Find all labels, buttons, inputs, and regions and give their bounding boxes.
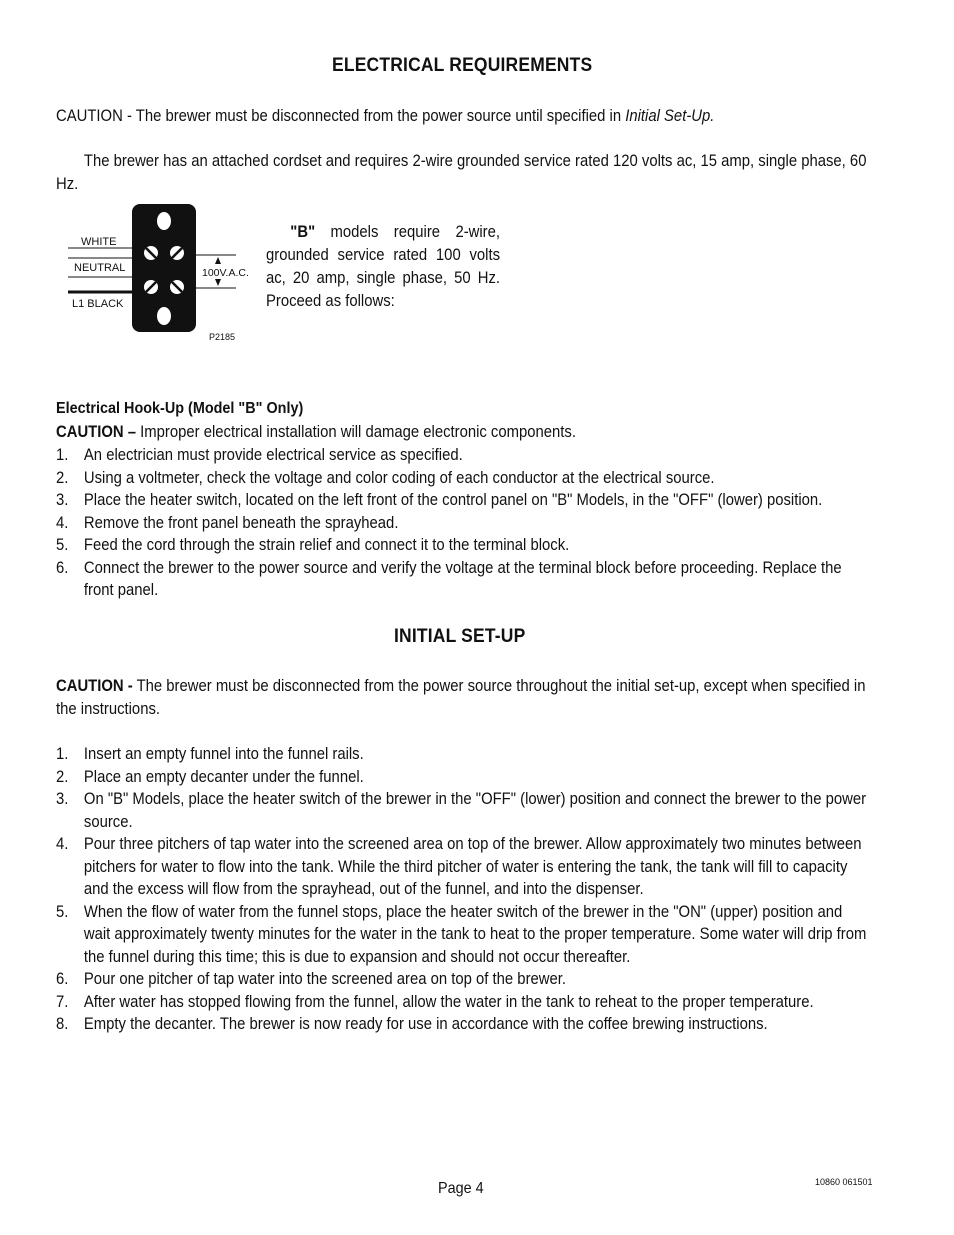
- list-item-number: 4.: [56, 835, 69, 853]
- list-item-number: 8.: [56, 1015, 69, 1033]
- screw-4: [170, 280, 184, 294]
- mount-hole-top: [157, 212, 171, 230]
- setup-steps: [56, 743, 871, 1036]
- label-l1-black: L1 BLACK: [72, 298, 124, 310]
- screw-1: [144, 246, 158, 260]
- setup-caution: [56, 675, 871, 720]
- electrical-caution-italic: Initial Set-Up.: [625, 107, 715, 125]
- setup-caution-label: CAUTION -: [56, 677, 133, 695]
- label-voltage: 100V.A.C.: [202, 267, 249, 279]
- list-item: [56, 467, 871, 490]
- list-item-text: Empty the decanter. The brewer is now ready for use in accordance with the coffee brewing instructions.: [83, 1015, 768, 1033]
- list-item-text: Insert an empty funnel into the funnel rails.: [83, 745, 364, 763]
- b-models-body: models require 2-wire, grounded service rated 100 volts ac, 20 amp, single phase, 50 Hz. Proceed as follows:: [266, 223, 500, 310]
- label-white: WHITE: [81, 236, 117, 248]
- list-item-text: Place an empty decanter under the funnel.: [83, 767, 364, 786]
- list-item: [56, 901, 871, 969]
- voltage-arrow-up: [215, 257, 221, 264]
- wiring-diagram: [60, 200, 260, 350]
- list-item-number: 2.: [56, 468, 69, 487]
- section-heading-electrical: ELECTRICAL REQUIREMENTS: [332, 55, 593, 76]
- list-item: [56, 444, 871, 467]
- hookup-title: Electrical Hook-Up (Model "B" Only): [56, 400, 304, 417]
- list-item-number: 6.: [56, 970, 69, 988]
- list-item-text: Place the heater switch, located on the left front of the control panel on "B" Models, in the "OFF" (lower) position.: [83, 491, 823, 509]
- b-models-label: "B": [290, 223, 316, 241]
- list-item: [56, 788, 871, 833]
- list-item-text: Remove the front panel beneath the sprayhead.: [83, 513, 399, 532]
- list-item: [56, 743, 871, 766]
- setup-caution-text: The brewer must be disconnected from the power source throughout the initial set-up, except when specified in the instructions.: [56, 677, 866, 718]
- page-number: Page 4: [438, 1180, 484, 1197]
- list-item-text: Pour three pitchers of tap water into the screened area on top of the brewer. Allow approximately two minutes between pitchers for water to flow into the tank. While the third pitcher of water is entering the tank, the tank will fill to capacity and the excess will flow from the sprayhead, out of the funnel, and into the dispenser.: [83, 835, 862, 898]
- list-item-number: 1.: [56, 446, 69, 464]
- label-neutral: NEUTRAL: [74, 262, 126, 274]
- list-item: [56, 968, 871, 991]
- list-item: [56, 534, 871, 557]
- list-item-text: An electrician must provide electrical service as specified.: [83, 446, 463, 464]
- screw-3: [144, 280, 158, 294]
- diagram-code: P2185: [209, 332, 236, 342]
- list-item-number: 5.: [56, 902, 69, 921]
- list-item-text: After water has stopped flowing from the funnel, allow the water in the tank to reheat to the proper temperature.: [83, 992, 814, 1011]
- electrical-caution: [56, 105, 866, 128]
- hookup-caution: [56, 421, 866, 444]
- list-item: [56, 766, 871, 789]
- list-item-text: Feed the cord through the strain relief and connect it to the terminal block.: [83, 536, 570, 554]
- list-item-text: Connect the brewer to the power source and verify the voltage at the terminal block before proceeding. Replace the front panel.: [83, 558, 842, 599]
- document-number: 10860 061501: [815, 1177, 873, 1187]
- list-item-number: 6.: [56, 558, 69, 577]
- list-item-number: 5.: [56, 536, 69, 554]
- list-item: [56, 489, 871, 512]
- list-item: [56, 557, 871, 602]
- electrical-caution-text: CAUTION - The brewer must be disconnected from the power source until specified in: [56, 107, 626, 125]
- list-item: [56, 991, 871, 1014]
- section-heading-setup: INITIAL SET-UP: [394, 626, 526, 647]
- list-item-number: 3.: [56, 491, 69, 509]
- list-item: [56, 512, 871, 535]
- list-item-number: 3.: [56, 790, 69, 808]
- screw-2: [170, 246, 184, 260]
- mount-hole-bottom: [157, 307, 171, 325]
- list-item-text: On "B" Models, place the heater switch of the brewer in the "OFF" (lower) position and connect the brewer to the power source.: [83, 790, 867, 831]
- b-models-text: [266, 221, 500, 313]
- list-item-number: 2.: [56, 767, 69, 786]
- list-item-number: 1.: [56, 745, 69, 763]
- voltage-arrow-down: [215, 279, 221, 286]
- list-item: [56, 833, 871, 901]
- hookup-caution-label: CAUTION –: [56, 423, 137, 441]
- list-item-number: 7.: [56, 992, 69, 1011]
- electrical-paragraph: The brewer has an attached cordset and requires 2-wire grounded service rated 120 volts ac, 15 amp, single phase, 60 Hz.: [56, 152, 867, 193]
- hookup-steps: [56, 444, 871, 602]
- hookup-caution-text: Improper electrical installation will damage electronic components.: [136, 423, 576, 441]
- list-item-number: 4.: [56, 513, 69, 532]
- list-item-text: When the flow of water from the funnel stops, place the heater switch of the brewer in the "ON" (upper) position and wait approximately twenty minutes for the water in the tank to heat to the proper temperature. Some water will drip from the funnel during this time; this is due to expansion and should not occur thereafter.: [83, 902, 867, 966]
- list-item-text: Using a voltmeter, check the voltage and color coding of each conductor at the electrical source.: [83, 468, 715, 487]
- list-item-text: Pour one pitcher of tap water into the screened area on top of the brewer.: [83, 970, 567, 988]
- list-item: [56, 1013, 871, 1036]
